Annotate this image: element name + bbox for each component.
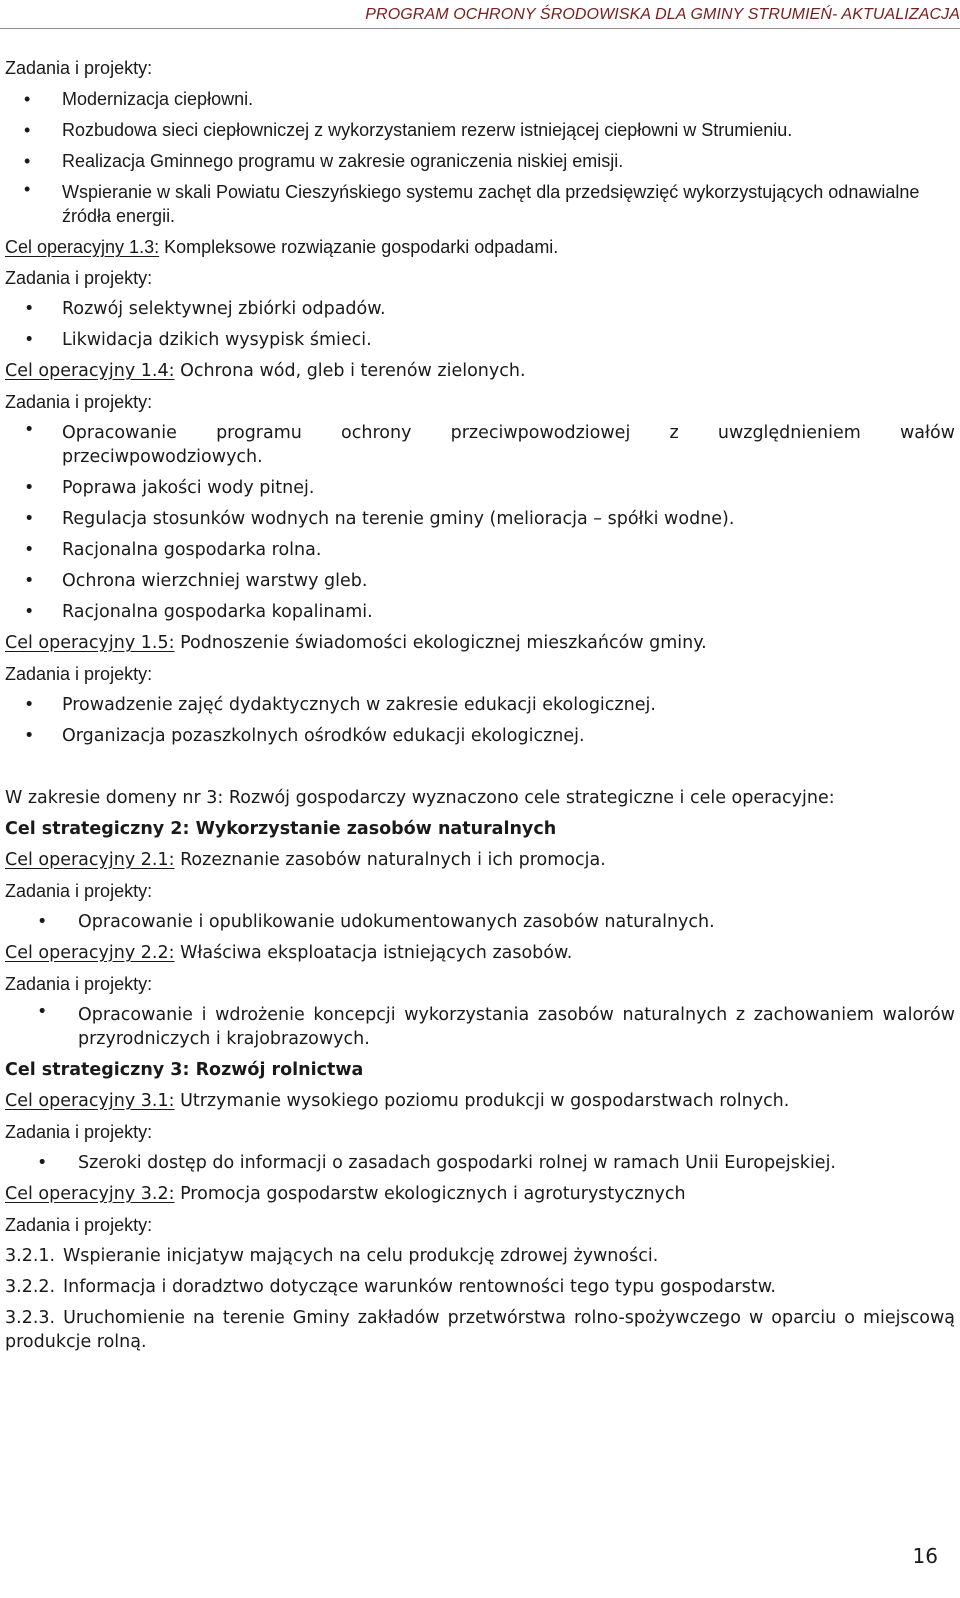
list-item: • Szeroki dostęp do informacji o zasadach gospodarki rolnej w ramach Unii Europejskiej.	[5, 1148, 955, 1179]
item-number: 3.2.2.	[5, 1277, 56, 1297]
task-list-3-1	[5, 1148, 955, 1179]
operational-goal-2-2	[5, 938, 955, 969]
tasks-label: Zadania i projekty:	[5, 881, 153, 901]
item-text: Wspieranie inicjatyw mających na celu produkcję zdrowej żywności.	[63, 1246, 659, 1266]
operational-goal-text: Podnoszenie świadomości ekologicznej mieszkańców gminy.	[174, 633, 707, 653]
tasks-label: Zadania i projekty:	[5, 1215, 153, 1235]
task-list-2-2	[5, 1000, 955, 1055]
strategic-goal-3: Cel strategiczny 3: Rozwój rolnictwa	[5, 1060, 364, 1080]
list-item: • Ochrona wierzchniej warstwy gleb.	[5, 566, 955, 597]
item-text: Informacja i doradztwo dotyczące warunków rentowności tego typu gospodarstw.	[63, 1277, 776, 1297]
page-number: 16	[912, 1544, 938, 1568]
item-number: 3.2.1.	[5, 1246, 56, 1266]
spacer	[5, 752, 955, 783]
list-item: • Poprawa jakości wody pitnej.	[5, 473, 955, 504]
list-item: • Rozbudowa sieci ciepłowniczej z wykorzystaniem rezerw istniejącej ciepłowni w Strumieniu.	[5, 115, 955, 146]
operational-goal-2-1	[5, 845, 955, 876]
operational-goal-1-3	[5, 232, 955, 263]
operational-goal-text: Właściwa eksploatacja istniejących zasobów.	[174, 943, 573, 963]
list-item: • Likwidacja dzikich wysypisk śmieci.	[5, 325, 955, 356]
item-text: Uruchomienie na terenie Gminy zakładów przetwórstwa rolno-spożywczego w oparciu o miejscową produkcje rolną.	[5, 1308, 955, 1352]
list-item: • Racjonalna gospodarka rolna.	[5, 535, 955, 566]
task-list-1-5	[5, 690, 955, 752]
operational-goal-text: Kompleksowe rozwiązanie gospodarki odpadami.	[159, 237, 559, 257]
list-item: • Opracowanie i wdrożenie koncepcji wykorzystania zasobów naturalnych z zachowaniem walorów przyrodniczych i krajobrazowych.	[5, 1000, 955, 1055]
list-item: • Wspieranie w skali Powiatu Cieszyńskiego systemu zachęt dla przedsięwzięć wykorzystujących odnawialne źródła energii.	[5, 177, 955, 232]
operational-goal-label: Cel operacyjny 3.1:	[5, 1091, 175, 1111]
operational-goal-label: Cel operacyjny 2.1:	[5, 850, 175, 870]
operational-goal-text: Promocja gospodarstw ekologicznych i agroturystycznych	[174, 1184, 686, 1204]
operational-goal-label: Cel operacyjny 3.2:	[5, 1184, 175, 1204]
operational-goal-1-4	[5, 356, 955, 387]
task-list-1-4	[5, 418, 955, 628]
list-item: • Opracowanie programu ochrony przeciwpowodziowej z uwzględnieniem wałów przeciwpowodziowych.	[5, 418, 955, 473]
operational-goal-text: Ochrona wód, gleb i terenów zielonych.	[174, 361, 526, 381]
list-item: • Prowadzenie zajęć dydaktycznych w zakresie edukacji ekologicznej.	[5, 690, 955, 721]
numbered-item	[5, 1272, 955, 1303]
tasks-label: Zadania i projekty:	[5, 1122, 153, 1142]
numbered-item	[5, 1303, 955, 1358]
operational-goal-text: Rozeznanie zasobów naturalnych i ich promocja.	[174, 850, 606, 870]
tasks-label: Zadania i projekty:	[5, 664, 153, 684]
operational-goal-3-1	[5, 1086, 955, 1117]
tasks-label: Zadania i projekty:	[5, 268, 153, 288]
operational-goal-1-5	[5, 628, 955, 659]
list-item: • Racjonalna gospodarka kopalinami.	[5, 597, 955, 628]
operational-goal-text: Utrzymanie wysokiego poziomu produkcji w gospodarstwach rolnych.	[174, 1091, 790, 1111]
document-body	[5, 53, 955, 1358]
list-item: • Realizacja Gminnego programu w zakresie ograniczenia niskiej emisji.	[5, 146, 955, 177]
tasks-label: Zadania i projekty:	[5, 974, 153, 994]
page-header	[0, 4, 960, 26]
operational-goal-label: Cel operacyjny 1.4:	[5, 361, 175, 381]
numbered-item	[5, 1241, 955, 1272]
header-title: PROGRAM OCHRONY ŚRODOWISKA DLA GMINY STRUMIEŃ- AKTUALIZACJA	[365, 6, 960, 23]
domain-intro: W zakresie domeny nr 3: Rozwój gospodarczy wyznaczono cele strategiczne i cele operacyjne:	[5, 788, 835, 808]
list-item: • Rozwój selektywnej zbiórki odpadów.	[5, 294, 955, 325]
operational-goal-label: Cel operacyjny 1.5:	[5, 633, 175, 653]
list-item: • Modernizacja ciepłowni.	[5, 84, 955, 115]
task-list-1-3	[5, 294, 955, 356]
list-item: • Opracowanie i opublikowanie udokumentowanych zasobów naturalnych.	[5, 907, 955, 938]
operational-goal-3-2	[5, 1179, 955, 1210]
list-item: • Organizacja pozaszkolnych ośrodków edukacji ekologicznej.	[5, 721, 955, 752]
tasks-label: Zadania i projekty:	[5, 392, 153, 412]
task-list-2-1	[5, 907, 955, 938]
task-list-1-2	[5, 84, 955, 232]
tasks-label: Zadania i projekty:	[5, 58, 153, 78]
list-item: • Regulacja stosunków wodnych na terenie gminy (melioracja – spółki wodne).	[5, 504, 955, 535]
item-number: 3.2.3.	[5, 1308, 56, 1328]
strategic-goal-2: Cel strategiczny 2: Wykorzystanie zasobów naturalnych	[5, 819, 557, 839]
operational-goal-label: Cel operacyjny 1.3:	[5, 237, 160, 257]
operational-goal-label: Cel operacyjny 2.2:	[5, 943, 175, 963]
header-rule	[0, 28, 960, 29]
